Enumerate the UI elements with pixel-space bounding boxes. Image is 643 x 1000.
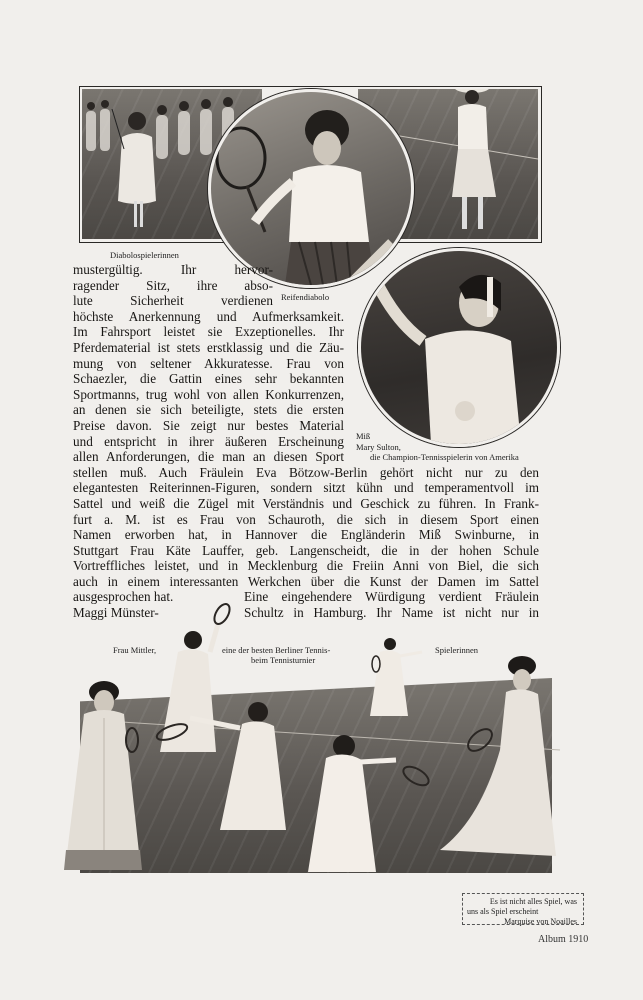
- caption-diabolo: Diabolospielerinnen: [110, 250, 179, 260]
- text-line: Sportmanns, trug wohl von allen Konkurrenzen,: [73, 386, 344, 402]
- text-fragment: Eine eingehendere Würdigung verdient Fräulein: [244, 589, 539, 605]
- figure-right-player: [440, 656, 556, 856]
- court-line: [90, 720, 560, 750]
- text-fragment: ausgesprochen hat.: [73, 589, 174, 605]
- quote-line1: Es ist nicht alles Spiel, was: [489, 897, 577, 906]
- text-line: Namen erworben hat, in Hannover die Engländerin Miß Swinburne, in: [73, 527, 539, 543]
- caption-spielerinnen: Spielerinnen: [435, 645, 478, 655]
- text-line: höchste Anerkennung und Aufmerksamkeit.: [73, 308, 344, 324]
- text-line: Pferdematerial ist stets erstklassig und die Zäu-: [73, 339, 344, 355]
- text-fragment: Maggi Münster-: [73, 605, 159, 621]
- text-fragment: Schultz in Hamburg. Ihr Name ist nicht nur in: [244, 605, 539, 621]
- figure-frau-mittler: [64, 681, 142, 870]
- text-line: ragender Sitz, ihre abso-: [73, 277, 273, 293]
- caption-berliner-line2: beim Tennisturnier: [251, 655, 316, 665]
- caption-sulton-line1: Mary Sulton,: [356, 442, 401, 452]
- quote-box: [462, 893, 584, 925]
- quote-author: Marquise von Noailles: [504, 917, 577, 926]
- text-line: Preise davon. Sie zeigt nur bestes Material: [73, 417, 344, 433]
- photo-reifendiabolo: [208, 89, 414, 288]
- reifendiabolo-woman-illustration: [211, 92, 411, 285]
- text-line: mung von seltener Akkuratesse. Frau von: [73, 355, 344, 371]
- caption-berliner-line1: eine der besten Berliner Tennis-: [222, 645, 331, 655]
- caption-sulton-line2: die Champion-Tennisspielerin von Amerika: [370, 452, 519, 462]
- footer-album: Album 1910: [538, 934, 589, 945]
- tennis-players-collage: [60, 600, 580, 900]
- quote-line2: uns als Spiel erscheint: [467, 907, 539, 916]
- text-line: Vortreffliches leistet, und in Mecklenburg die Freiin Anni von Biel, die sich: [73, 558, 539, 574]
- text-line: Schaezler, die Gattin eines sehr bekannten: [73, 371, 344, 387]
- figure-distant-player: [370, 638, 422, 716]
- text-line: Im Fahrsport leistet sie Exzeptionelles. Ihr: [73, 324, 344, 340]
- text-line: elegantesten Reiterinnen-Figuren, sondern sitzt kühn und temperamentvoll im: [73, 480, 539, 496]
- text-line: stellen muß. Auch Fräulein Eva Bötzow-Berlin gehört nicht nur zu den: [73, 464, 539, 480]
- article-text: [73, 262, 543, 621]
- text-line: und entspricht in ihrer äußeren Erscheinung: [73, 433, 344, 449]
- text-line: Sattel und weiß die Zügel mit Verständnis und Geschick zu führen. In Frank-: [73, 495, 539, 511]
- caption-frau-mittler: Frau Mittler,: [113, 645, 157, 655]
- text-line: Stuttgart Frau Käte Lauffer, geb. Langenscheidt, die in der hohen Schule: [73, 542, 539, 558]
- caption-miss: Miß: [356, 431, 371, 441]
- figure-foreground-player: [308, 735, 432, 872]
- text-line: an denen sie sich beteiligte, stets die ersten: [73, 402, 344, 418]
- text-line: furt a. M. ist es Frau von Schauroth, die sich in diesem Sport einen: [73, 511, 539, 527]
- figure-player-raised-racket: [160, 601, 233, 752]
- text-line: lute Sicherheit verdienen: [73, 293, 273, 309]
- text-line: auch in einem interessanten Werkchen über die Kunst der Damen im Sattel: [73, 573, 539, 589]
- caption-reifendiabolo: Reifendiabolo: [281, 292, 330, 302]
- text-line: mustergültig. Ihr hervor-: [73, 262, 273, 277]
- text-line: allen Anforderungen, die man an diesen Sport: [73, 449, 344, 465]
